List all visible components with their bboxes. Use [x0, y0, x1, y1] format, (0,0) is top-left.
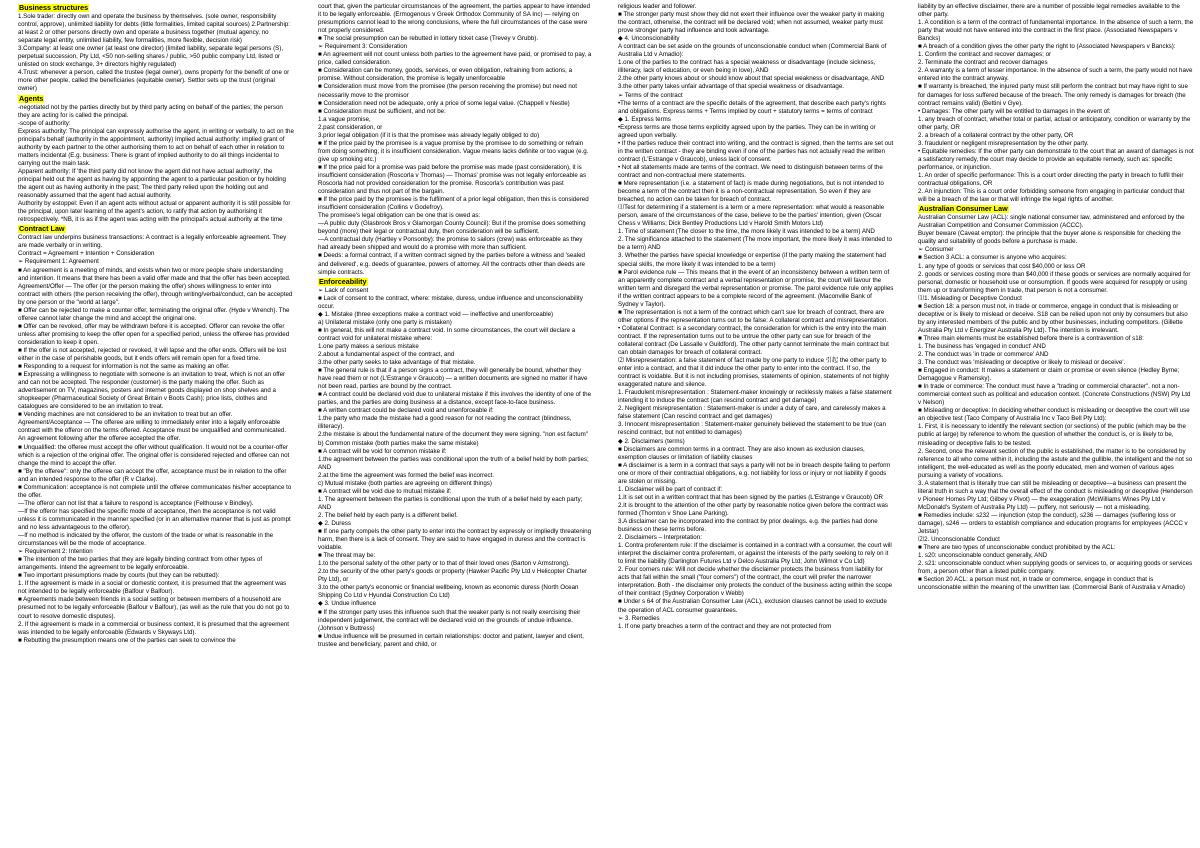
body-paragraph: ◆ 4. Unconscionability [618, 35, 680, 43]
body-paragraph: 1. Fraudulent misrepresentation : Statement-maker knowingly or recklessly makes a false statement intending it to induce the contract (can rescind contract and get damage) [618, 389, 892, 405]
body-paragraph: ■ Section 18: a person must not, in trade or commerce, engage in conduct that is misleading or deceptive or is likely to mislead or deceive. S18 can be relied upon not only by consumers but also by any interested members of the public and by other businesses, including competitors. (Gillette Australia Pty Ltd v Energizer Australia Pty Ltd). The intention is irrelevant. [918, 302, 1188, 334]
body-paragraph: ■ Deeds: a formal contract, if a written contract signed by the parties before a witness and 'sealed and delivered', e.g. deeds of guarantee, powers of attorney. All the contracts other than deeds are simple contracts. [318, 252, 585, 276]
body-paragraph: ■ Remedies include: s232 — injunction (stop the conduct), s236 — damages (suffering loss or damage), s246 — orders to establish compliance and education programs for employees (ACCC v Jetstar) [918, 511, 1188, 536]
body-paragraph: ■ Expressing a willingness to negotiate with someone is an invitation to treat, which is not an offer and can not be accepted. The responder (customer) is the party making the offer. Such as advertisement on TV, magazines, posters and internet goods displayed on shop shelves and a shopkeeper (Pharmaceutical Society of Great Britain v Boots Cash); price lists, clothes and catalogues are considered to be an invitation to treat. [18, 371, 286, 411]
body-paragraph: ■ The threat may be: [318, 552, 376, 560]
body-paragraph: b) Common mistake (both parties make the same mistake) [318, 439, 479, 447]
body-paragraph: 1. If the agreement is made in a social or domestic context, it is presumed that the agreement was not intended to be legally enforceable (Balfour v Balfour). [18, 580, 287, 596]
body-paragraph: ■ Section 3 ACL: a consumer is anyone who acquires: [918, 254, 1067, 262]
body-paragraph: ■ A breach of a condition gives the other party the right to (Associated Newspapers v Bancks): [918, 43, 1176, 51]
body-paragraph: ■ In trade or commerce: The conduct must have a "trading or commercial character", not a non-commercial context such as political and education context. (Concrete Constructions (NSW) Pty Ltd v Nelson) [918, 383, 1191, 407]
body-paragraph: ■ Under s 64 of the Australian Consumer Law (ACL), exclusion clauses cannot be used to exclude the operation of ACL consumer guarantees. [618, 598, 887, 614]
body-paragraph: 1. An order of specific performance: This is a court order directing the party in breach to fulfil their contractual obligations, OR [918, 171, 1184, 188]
body-paragraph: ⑴Test for determining if a statement is a term or a mere representation: what would a reasonable person, aware of the circumstances of the case, believe to be the parties' intention, given (Oscar Chess v Williams; Dick Bentley Productions Ltd v Harold Smith Motors Ltd) [618, 204, 885, 228]
body-paragraph: ■ Consideration need not be adequate, only a price of some legal value. (Chappell v Nestle) [318, 99, 570, 107]
body-paragraph: ■ A contract will be void due to mutual mistake if: [318, 487, 452, 495]
body-paragraph: 2.past consideration, or [318, 123, 383, 131]
body-paragraph: 2.the other party knows about or should know about that special weakness or disadvantage, AND [618, 75, 885, 83]
body-paragraph: ➢ Lack of consent [318, 286, 369, 294]
body-paragraph: 3.the other party seeks to take advantage of that mistake. [318, 359, 476, 367]
body-paragraph: 2. Terminate the contract and recover damages [918, 59, 1048, 67]
section-heading: Australian Consumer Law [919, 204, 1008, 214]
body-paragraph: 1. First, it is necessary to identify the relevant section (or sections) of the public (which may be the public at large) by reference to whom the question of whether the conduct is, or is likely to be, misleading or deceptive falls to be tested. [918, 423, 1186, 447]
body-paragraph: ■ Engaged in conduct: It makes a statement or claim or promise or even silence (Hedley Byrne; Demagogue v Ramensky). [918, 367, 1180, 383]
body-paragraph: ■ "By the offeree": only the offeree can accept the offer, acceptance must be in relation to the offer and an intended response to the offer (R v Clarke). [18, 467, 287, 483]
body-paragraph: 4.Trust: whenever a person, called the trustee (legal owner), owns property for the benefit of one or more other people, called the beneficiaries (equitable owner). Settlor sets up the trust (original owner) [18, 69, 290, 93]
body-paragraph: ◆ 1. Mistake (three exceptions make a contract void — ineffective and unenforceable) [318, 310, 554, 318]
section-heading-line [18, 94, 294, 104]
body-paragraph: —If no method is indicated by the offeror, the custom of the trade or what is reasonable in the circumstances will be the mode of acceptance. [18, 532, 274, 548]
body-paragraph: A contract can be set aside on the grounds of unconscionable conduct when (Commercial Bank of Australia Ltd v Amadio): [618, 43, 887, 59]
body-paragraph: ■ Parol evidence rule — This means that in the event of an inconsistency between a written term of an apparently complete contract and a verbal representation or promise, the court will favour the written term and disregard the verbal representation or promise. The parol evidence rule only applies if the written contract appears to be a complete record of the agreement. (Maconville Bank of Sydney v Taylor). [618, 268, 894, 308]
body-paragraph: ■ Misleading or deceptive: In deciding whether conduct is misleading or deceptive the court will use an objective test (Taco Company of Australia Inc v Taco Bell Pty Ltd): [918, 407, 1190, 423]
body-paragraph: ■ If the stronger party uses this influence such that the weaker party is not really exercising their independent judgement, the contract will be declared void on the grounds of undue influence. (Johnson v Buttress) [318, 608, 581, 632]
section-heading-line [918, 204, 1194, 214]
section-heading-line [18, 3, 294, 13]
column-3 [600, 0, 900, 848]
body-paragraph: ■ Offer can be revoked, offer may be withdrawn before it is accepted. Offeror can revoke the offer unless after promising to keep the offer open for a specified period, unless the offeree has provided consideration to keep it open. [18, 322, 290, 346]
body-paragraph: ■ Vending machines are not considered to be an invitation to treat but an offer. [18, 411, 233, 419]
body-paragraph: 2.to the security of the other party's goods or property (Hawker Pacific Pty Ltd v Helicopter Charter Pty Ltd), or [318, 568, 588, 584]
body-paragraph: Express authority: The principal can expressly authorise the agent, in writing or verbally, to act on the principal's behalf (authority in the appointment, authority) Implied actual authority: implied grant of authority by each partner to the other authorising them to act on behalf of each other in relation to matters incidental (E.g. business: There is grant of implied authority to do all things incidental to carrying out the main task. [18, 127, 294, 167]
body-paragraph: ■ Two important presumptions made by courts (but they can be rebutted): [18, 572, 220, 580]
body-paragraph: 3.prior legal obligation (if it is that the promisee was already legally obliged to do) [318, 131, 540, 139]
body-paragraph: ■ An agreement is a meeting of minds, and exists when two or more people share understanding and intention. It means that there has been a valid offer made and that the offer has been accepted. [18, 266, 291, 282]
body-paragraph: 3. fraudulent or negligent misrepresentation by the other party. [918, 139, 1089, 147]
body-paragraph: —A contractual duty (Hartley v Ponsonby): the promise to sailors (crew) was enforceable as they had already been shipped and would do a promise with more than sufficient. [318, 236, 583, 252]
body-paragraph: 2.It is brought to the attention of the other party by reasonable notice given before the contract was formed (Thornton v Shoe Lane Parking). [618, 501, 889, 517]
body-paragraph: ■ Disclaimers are common terms in a contract. They are also known as exclusion clauses, exemption clauses or limitation of liability clauses [618, 445, 865, 461]
body-paragraph: ■ An agreement will not count unless both parties to the agreement have paid, or promised to pay, a price, called consideration. [318, 51, 592, 67]
body-paragraph: Agreement/Offer — The offer (or the person making the offer) shows willingness to enter into contract with others (the person receiving the offer), through writing/verbal/conduct, can be accepted by one person or the "world at large". [18, 282, 293, 306]
body-paragraph: ■ Section 20 ACL: a person must not, in trade or commerce, engage in conduct that is unconscionable within the meaning of the unwritten law. (Commercial Bank of Australia v Amadio) [918, 576, 1185, 592]
section-heading: Enforceability [319, 276, 367, 286]
body-paragraph: ■ Communication: acceptance is not complete until the offeree communicates his/her acceptance to the offer. [18, 483, 292, 499]
body-paragraph: • Equitable remedies: If the other party can demonstrate to the court that an award of damages is not a satisfactory remedy, the court may decide to provide an equitable remedy, such as: specific performance, or injunction. [918, 147, 1194, 171]
body-paragraph: 1. Time of statement (The closer to the time, the more likely it was intended to be a term) AND [618, 228, 875, 236]
body-paragraph: 1.a vague promise, [318, 115, 371, 123]
body-paragraph: 1. The agreement between the parties is conditional upon the truth of a belief held by each party; AND [318, 495, 583, 511]
body-paragraph: ◆ 1. Express terms [618, 115, 671, 123]
section-heading: Business structures [19, 3, 89, 12]
body-paragraph: —A public duty (Glasbrook Bros v Glamorgan County Council): But if the promise does something beyond (more) their legal or contractual duty, then consideration will be sufficient. [318, 220, 586, 236]
body-paragraph: 2.the mistake is about the fundamental nature of the document they were signing. "non est factum" [318, 431, 588, 439]
body-paragraph: ■ Consideration must move from the promisee (the person receiving the promise) but need not necessarily move to the promisor [318, 83, 577, 99]
body-paragraph: 1.It is set out in a written contract that has been signed by the parties (L'Estrange v Graucob) OR [618, 493, 883, 501]
body-paragraph: 1. Confirm the contract and recover damages; or [918, 51, 1052, 59]
body-paragraph: Contract = Agreement + Intention + Consideration [18, 250, 155, 258]
body-paragraph: 3. Whether the parties have special knowledge or expertise (if the party making the statement had special skills, the more likely it was intended to be a term) [618, 252, 886, 268]
body-paragraph: 2. Negligent misrepresentation : Statement-maker is under a duty of care, and carelessly makes a false statement (Can rescind contract and get damages) [618, 405, 886, 421]
body-paragraph: 1. The business has 'engaged in conduct' AND [918, 342, 1046, 350]
body-paragraph: 3. The conduct was 'misleading or deceptive or likely to mislead or deceive'. [918, 359, 1126, 367]
body-paragraph: ⑵ Misrepresentation: a false statement of fact made by one party to induce 引起 the other party to enter into a contract, and that it did induce the other party to enter into the contract. If so, the contract is voidable. But it is not including promises, statements of opinion, statements of not highly exaggerated nature and silence. [618, 357, 890, 389]
body-paragraph: 2. If the agreement is made in a commercial or business context, it is presumed that the agreement was intended to be legally enforceable (Edwards v Skyways Ltd). [18, 620, 290, 636]
section-heading: Agents [19, 93, 44, 103]
body-paragraph: ■ Lack of consent to the contract, where: mistake, duress, undue influence and unconscionability occur. [318, 294, 583, 310]
body-paragraph: ◆ 3. Undue influence [318, 600, 377, 608]
body-paragraph: • Collateral Contract: is a secondary contract, the consideration for which is the entry into the main contract. If the representation turns out to be untrue the other party can sue for breach of the collateral contract (De Lassalle v Guildford). The other party cannot terminate the main contract but can obtain damages for breach of collateral contract. [618, 324, 889, 357]
body-paragraph: ■ Offer can be rejected to make a counter offer, terminating the original offer. (Hyde v Wrench). The offeree cannot later change the mind and accept the original one. [18, 306, 290, 322]
body-paragraph: 2. The conduct was 'in trade or commerce' AND [918, 351, 1049, 359]
body-paragraph: ➢ Requirement 2: Intention [18, 548, 93, 556]
body-paragraph: ➢ 3. Remedies [618, 614, 660, 622]
body-paragraph: 3. A statement that is literally true can still be misleading or deceptive—a business can present the literal truth in such a way that the overall effect of the conduct is misleading or deceptive (Henderson v Pioneer Homes Pty Ltd; Gilbey v Pivot) — the exaggeration (McWilliams Wines Pty Ltd v McDonald's System of Australia Pty Ltd) — puffery, not seriously — not a misleading. [918, 479, 1193, 511]
body-paragraph: ■ Rebutting the presumption means one of the parties can seek to convince the [18, 636, 236, 644]
body-paragraph: 1.the party who made the mistake had a good reason for not reading the contract (blindness, illiteracy). [318, 415, 572, 431]
body-paragraph: 2. A warranty is a term of lesser importance. In the absence of such a term, the party would not have entered into the contract anyway. [918, 67, 1193, 83]
body-paragraph: liability by an effective disclaimer, there are a number of possible legal remedies available to the other party. [918, 3, 1180, 19]
body-paragraph: ■ Unqualified: the offeree must accept the offer without qualification. It would not be a counter-offer which is a rejection of the original offer. The original offer is considered rejected and offeree can not change the mind to accept the offer. [18, 443, 290, 467]
body-paragraph: 3.the other party takes unfair advantage of that special weakness or disadvantage. [618, 83, 844, 91]
body-paragraph: ■ Agreements made between friends in a social setting or between members of a household are presumed not to be legally enforceable (Balfour v Balfour), (as well as the rule that you do not go to court to resolve domestic disputes). [18, 596, 290, 620]
body-paragraph: ■ Undue influence will be presumed in certain relationships: doctor and patient, lawyer and client, trustee and beneficiary, parent and child, or [318, 632, 584, 648]
body-paragraph: ■ A contract will be void for common mistake if: [318, 447, 447, 455]
body-paragraph: • Not all statements made are terms of the contract. We need to distinguish between terms of the contract and non-contractual mere statements. [618, 163, 883, 179]
body-paragraph: ■ The stronger party must show they did not exert their influence over the weaker party in making the contract, otherwise, the contract will be declared void; when not assumed, weaker party must prove stronger party had influence and took advantage. [618, 11, 885, 35]
body-paragraph: 1. Contra proferentem rule: If the disclaimer is contained in a contract with a consumer, the court will interpret the disclaimer contra proferentem, or against the interests of the party seeking to rely on it to limit the liability (Darlington Futures Ltd v Delco Australia Pty Ltd; John Wilmot v Co Ltd) [618, 542, 892, 566]
body-paragraph: Apparent authority: If 'the third party did not know the agent did not have actual authority', the principal held out the agent as having by appointing the agent to a particular position or by holding the agent out as having authority in the past; The third party relied upon the holding out and reasonably assumed that the agent had actual authority. [18, 167, 286, 200]
body-paragraph: 1.the agreement between the parties was conditional upon the truth of a belief held by both parties; AND [318, 455, 589, 471]
body-paragraph: ⑴1. Misleading or Deceptive Conduct [918, 294, 1022, 302]
body-paragraph: ⑵2. Unconscionable Conduct [918, 536, 1000, 544]
body-paragraph: Australian Consumer Law (ACL): single national consumer law, administered and enforced by the Australian Competition and Consumer Commission (ACCC). [918, 214, 1185, 230]
body-paragraph: 2. a breach of a collateral contract by the other party, OR [918, 131, 1074, 139]
body-paragraph: • If the parties reduce their contract into writing, and the contract is signed, then the terms are set out in the written contract - they are binding even if one of the parties has not actually read the written contract (L'Estrange v Graucob), unless lack of consent. [618, 139, 894, 163]
body-paragraph: ➢ Requirement 1: Agreement [18, 258, 99, 266]
body-paragraph: —If the offeror has specified the specific mode of acceptance, then the acceptance is not valid unless it is communicated in the manner specified (or in an alternative manner that is just as prompt and no less advantageous to the offeror). [18, 507, 291, 531]
body-paragraph: 3.A disclaimer can be incorporated into the contract by prior dealings. e.g. the parties had done business on these terms before. [618, 518, 878, 534]
body-paragraph: 3.to the other party's economic or financial wellbeing, known as economic duress (North Ocean Shipping Co Ltd v Hyundai Construction Co Ltd) [318, 584, 579, 600]
body-paragraph: c) Mutual mistake (both parties are agreeing on different things) [318, 479, 492, 487]
body-paragraph: 1.one party makes a serious mistake [318, 342, 419, 350]
body-paragraph: 2. Disclaimers – Interpretation: [618, 534, 702, 542]
body-paragraph: -scope of authority: [18, 119, 71, 127]
column-2 [300, 0, 600, 848]
body-paragraph: 1.to the personal safety of the other party or to that of their loved ones (Barton v Armstrong). [318, 560, 570, 568]
body-paragraph: court that, given the particular circumstances of the agreement, the parties appear to have intended it to be legally enforceable. (Ermogenous v Greek Orthodox Community of SA Inc) — relying on presumptions cannot lead to the wrong conclusions, where the full circumstances of the case were not properly considered. [318, 3, 591, 35]
section-heading: Contract Law [19, 224, 65, 234]
body-paragraph: ■ Mere representation (i.e. a statement of fact) is made during negotiations, but is not intended to become a term of the contract then it is a non-contractual representation. So even if they are breached, no action can be taken for breach of contract. [618, 180, 884, 204]
body-paragraph: The promisee's legal obligation can be one that is owed as: [318, 212, 481, 220]
body-paragraph: 3. Innocent misrepresentation : Statement-maker genuinely believed the statement to be true (can rescind contract, but not entitled to damages) [618, 421, 886, 437]
body-paragraph: ■ There are two types of unconscionable conduct prohibited by the ACL: [918, 544, 1116, 552]
body-paragraph: 2. goods or services costing more than $40,000 if these goods or services are normally acquired for personal, domestic or household use or consumption. If goods were acquired for resupply or using them up or transforming them in trade, that person is not a consumer. [918, 270, 1191, 294]
body-paragraph: ■ The intention of the two parties that they are legally binding contract from other types of arrangements. Intend the agreement to be legally enforceable. [18, 556, 263, 572]
body-paragraph: 2. An injunction: This is a court order forbidding someone from engaging in particular conduct that will be a breach of the law or that will infringe the legal rights of another. [918, 188, 1185, 204]
body-paragraph: ◆ 2. Duress [318, 520, 351, 527]
body-paragraph: ■ The general rule is that if a person signs a contract, they will generally be bound, whether they have read them or not (L'Estrange v Graucob) — a written documents are signed no matter if have not been read, parties are bound by the contract. [318, 367, 588, 391]
body-paragraph: 1. Disclaimer will be part of contract if: [618, 485, 723, 493]
body-paragraph: Authority by estoppel: Even if an agent acts without actual or apparent authority it is still possible for the principal, upon later learning of the agent's action, to ratify that action by authorising it retrospectively. *NB, it is as if the agent was acting with the principal's actual authority at the time [18, 200, 291, 224]
section-heading-line [318, 277, 594, 287]
body-paragraph: 1.Sole trader: directly own and operate the business by themselves. (sole owner, responsibility control, approve), unlimited liability for debts (little formalities, limited capital sources) 2.Partnership: at least 2 or other persons directly own and operate a business together (mutual agency, no separate legal entity, unlimited liability, few formalities, more flexible, decision risk) [18, 13, 291, 45]
body-paragraph: ■ In general, this will not make a contract void. In some circumstances, the court will declare a contract void for unilateral mistake where: [318, 326, 576, 342]
body-paragraph: Buyer beware (Caveat emptor): the principle that the buyer alone is responsible for checking the quality and suitability of goods before a purchase is made. [918, 230, 1181, 246]
body-paragraph: ■ The representation is not a term of the contract which can't sue for breach of contract, there are other options if the representation turns out to be false: A collateral contract and misrepresentation. [618, 308, 889, 324]
body-paragraph: ■ If the price paid for a promise was paid before the promise was made (past consideration), it is insufficient consideration (Roscorla v Thomas) — Thomas' promise was not legally enforceable as Roscorla had not provided consideration for the promise. Roscorla's contribution was past consideration and thus not part of the bargain. [318, 163, 587, 196]
body-paragraph: ■ Three main elements must be established before there is a contravention of s18: [918, 334, 1144, 342]
body-paragraph: ■ If the offer is not accepted, rejected or revoked, it will lapse and the offer ends. Offers will be lost either in the case of perishable goods, but it ends offers will remain open for a fixed time. [18, 346, 287, 363]
body-paragraph: Agreement/Acceptance — The offeree are willing to immediately enter into a legally enforceable contract with the offeror on the terms offered. Acceptance must be unqualified and communicated. An agreement following after the offeree accepted the offer. [18, 419, 287, 443]
body-paragraph: 1.one of the parties to the contract has a special weakness or disadvantage (include sickness, illiteracy, lack of education, or even being in love), AND [618, 59, 876, 75]
body-paragraph: •Express terms are those terms explicitly agreed upon by the parties. They can be in writing or agreed upon verbally. [618, 123, 876, 139]
body-paragraph: ➢ Requirement 3: Consideration [318, 43, 408, 51]
body-paragraph: 2. Four corners rule: Will not decide whether the disclaimer protects the business from liability for acts that fall within the small ("four corners") of the contract, the court will prefer the narrower interpretation. Both - the disclaimer only protects the conduct of the business acting within the scope of their contract (Sydney Corporation v Webb) [618, 566, 893, 598]
body-paragraph: -negotiated not by the parties directly but by third party acting on behalf of the parties; the person they are acting for is called the principal. [18, 103, 283, 119]
body-paragraph: 1. If one party breaches a term of the contract and they are not protected from [618, 622, 832, 630]
body-paragraph: ■ Consideration must be sufficient, and not be: [318, 107, 446, 115]
body-paragraph: ■ If one party compels the other party to enter into the contract by expressly or impliedly threatening harm, then there is a lack of consent. They are said to have engaged in duress and the contract is voidable. [318, 528, 592, 552]
body-paragraph: religious leader and follower. [618, 3, 697, 10]
body-paragraph: 2.at the time the agreement was formed the belief was incorrect. [318, 471, 495, 479]
body-paragraph: ◆ 2. Disclaimers (terms) [618, 437, 685, 445]
body-paragraph: ■ A disclaimer is a term in a contract that says a party will not be in breach despite failing to perform one or more of their contractual obligations, e.g. not liability for loss or injury or not liability if goods are stolen or missing. [618, 461, 891, 485]
column-1 [0, 0, 300, 848]
body-paragraph: Contract law underpins business transactions: A contract is a legally enforceable agreement. They are made verbally or in writing. [18, 234, 287, 250]
body-paragraph: 1. any type of goods or services that cost $40,000 or less OR [918, 262, 1086, 270]
body-paragraph: ➢ Consumer [918, 246, 954, 254]
body-paragraph: 2. The belief held by each party is a different belief. [318, 511, 458, 519]
body-paragraph: 1. A condition is a term of the contract of fundamental importance. In the absence of such a term, the party that would not have entered into the contract in the first place. (Associated Newspapers v Bancks) [918, 19, 1194, 43]
body-paragraph: ➢ Terms of the contract [618, 91, 683, 99]
body-paragraph: ■ A contract could be declared void due to unilateral mistake if this involves the identity of one of the parties, and the parties are doing business at a distance, except face-to-face business. [318, 391, 592, 407]
body-paragraph: a) Unilateral mistake (only one party is mistaken) [318, 318, 452, 326]
body-paragraph: 2. Second, once the relevant section of the public is established, the matter is to be considered by reference to all who come within it, including the astute and the gullible, the intelligent and the not so intelligent, the well-educated as well as the poorly educated, men and women of various ages pursuing a variety of vocations. [918, 447, 1193, 479]
body-paragraph: 2.about a fundamental aspect of the contract, and [318, 351, 455, 359]
body-paragraph: 1. s20: unconscionable conduct generally, AND [918, 552, 1048, 560]
body-paragraph: 1. any breach of contract, whether total or partial, actual or anticipatory, condition or warranty by the other party, OR [918, 115, 1191, 131]
section-heading-line [18, 224, 294, 234]
body-paragraph: ■ The social presumption can be rebutted in lottery ticket case (Trevey v Grubb). [318, 35, 539, 43]
body-paragraph: ■ Responding to a request for information is not the same as making an offer. [18, 363, 230, 371]
body-paragraph: —The offeror can not list that a failure to respond is acceptance (Felthouse v Bindley). [18, 499, 254, 507]
body-paragraph: ■ Consideration can be money, goods, services, or even obligation, refraining from actions, a promise. Without consideration, the promise is legally unenforceable [318, 67, 573, 83]
body-paragraph: 2. The significance attached to the statement (The more important, the more likely it was intended to be a term) AND [618, 236, 892, 252]
column-4 [900, 0, 1200, 848]
body-paragraph: ■ If warranty is breached, the injured party must still perform the contract but may have right to sue for damages for loss suffered because of the breach. The only remedy is damages for breach (the contract remains valid) (Bettini v Gye). [918, 83, 1188, 107]
body-paragraph: 3.Company: at least one owner (at least one director) (limited liability, separate legal persons (S), perpetual succession, Pty Ltd, <50 non-selling shares / public, >50 public company Ltd, listed or unlisted on stock exchange, 3+ directors highly regulated) [18, 45, 284, 69]
body-paragraph: ■ If the price paid by the promisee is a vague promise by the promisee to do something or refrain from doing something, it is insufficient consideration. Vague means lacks definite or too vague (e.g. give up smoking etc.) [318, 139, 589, 163]
body-paragraph: • Damages: The other party will be entitled to damages in the event of: [918, 107, 1111, 115]
body-paragraph: 2. s21: unconscionable conduct when supplying goods or services to, or acquiring goods or services from, a person other than a listed public company. [918, 560, 1193, 576]
body-paragraph: ■ A written contract could be declared void and unenforceable if: [318, 407, 494, 415]
body-paragraph: •The terms of a contract are the specific details of the agreement, that describe each party's rights and obligations. Express terms + Terms implied by court + statutory terms = terms of contract [618, 99, 886, 115]
body-paragraph: ■ If the price paid by the promisee is the fulfilment of a prior legal obligation, then this is considered insufficient consideration (Collins v Godefroy). [318, 196, 589, 212]
